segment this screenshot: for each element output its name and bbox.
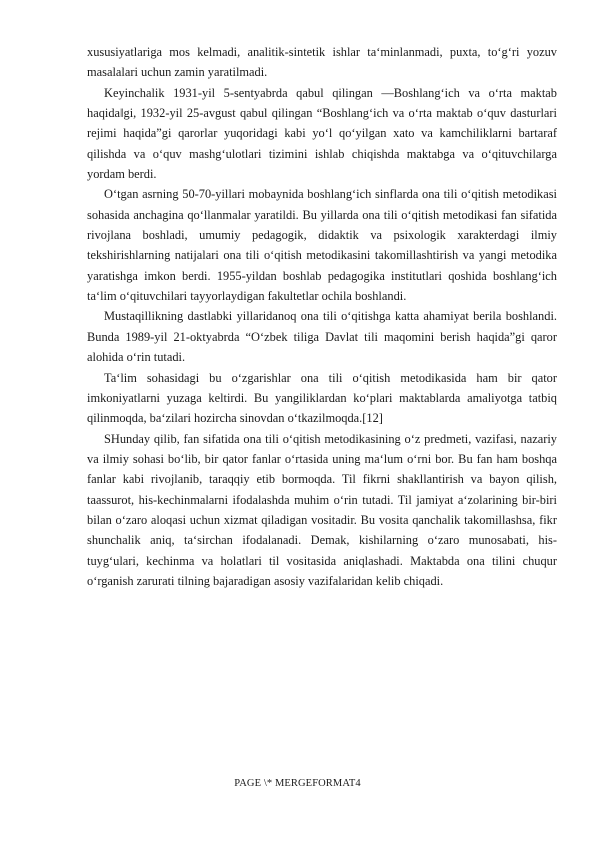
paragraph-5: Ta‘lim sohasidagi bu o‘zgarishlar ona tili o‘qitish metodikasida ham bir qator imkoniyatlarni yuzaga keltirdi. Bu yangiliklardan ko‘plari maktablarda amaliyotga tatbiq qilinmoqda, ba‘zilari hozircha sinovdan o‘tkazilmoqda.[12] (87, 370, 557, 426)
paragraph-1: xususiyatlariga mos kelmadi, analitik-sintetik ishlar ta‘minlanmadi, puxta, to‘g‘ri yozuv masalalari uchun zamin yaratilmadi. (87, 45, 557, 80)
body-text (87, 42, 557, 591)
paragraph-2: Keyinchalik 1931-yil 5-sentyabrda qabul qilingan ―Boshlang‘ich va o‘rta maktab haqida‖gi, 1932-yil 25-avgust qabul qilingan “Boshlang‘ich va o‘rta maktab o‘quv dasturlari rejimi haqida”gi qarorlar yuqoridagi kabi yo‘l qo‘yilgan xato va kamchiliklarni bartaraf qilishda va o‘quv mashg‘ulotlari tizimini ishlab chiqishda maktabga va o‘qituvchilarga yordam berdi. (87, 85, 557, 182)
paragraph-3: O‘tgan asrning 50-70-yillari mobaynida boshlang‘ich sinflarda ona tili o‘qitish metodikasi sohasida anchagina qo‘llanmalar yaratildi. Bu yillarda ona tili o‘qitish metodikasi fan sifatida rivojlana boshladi, umumiy pedagogik, didaktik va psixologik xarakterdagi ilmiy tekshirishlarning natijalari ona tili o‘qitish metodikasini takomillashtirish va yangi metodika yaratishga imkon berdi. 1955-yildan boshlab pedagogika institutlari qoshida boshlang‘ich ta‘lim o‘qituvchilari tayyorlaydigan fakultetlar ochila boshlandi. (87, 187, 557, 304)
paragraph-6: SHunday qilib, fan sifatida ona tili o‘qitish metodikasining o‘z predmeti, vazifasi, nazariy va ilmiy sohasi bo‘lib, bir qator fanlar o‘rtasida uning ma‘lum o‘rni bor. Bu fan ham boshqa fanlar kabi rivojlanib, taraqqiy etib bormoqda. Til fikrni shakllantirish va bayon qilish, taassurot, his-kechinmalarni ifodalashda muhim o‘rin tutadi. Til jamiyat a‘zolarining bir-biri bilan o‘zaro aloqasi uchun xizmat qiladigan vositadir. Bu vosita qanchalik takomillashsa, fikr shunchalik aniq, ta‘sirchan ifodalanadi. Demak, kishilarning o‘zaro munosabati, his-tuyg‘ulari, kechinma va holatlari til vositasida aniqlashadi. Maktabda ona tilini chuqur o‘rganish zarurati tilning bajaradigan asosiy vazifalaridan kelib chiqadi. (87, 431, 557, 588)
paragraph-4: Mustaqillikning dastlabki yillaridanoq ona tili o‘qitishga katta ahamiyat berila boshlandi. Bunda 1989-yil 21-oktyabrda “O‘zbek tiliga Davlat tili maqomini berish haqida”gi qaror alohida o‘rin tutadi. (87, 309, 557, 365)
page-footer: PAGE \* MERGEFORMAT4 (234, 778, 361, 789)
